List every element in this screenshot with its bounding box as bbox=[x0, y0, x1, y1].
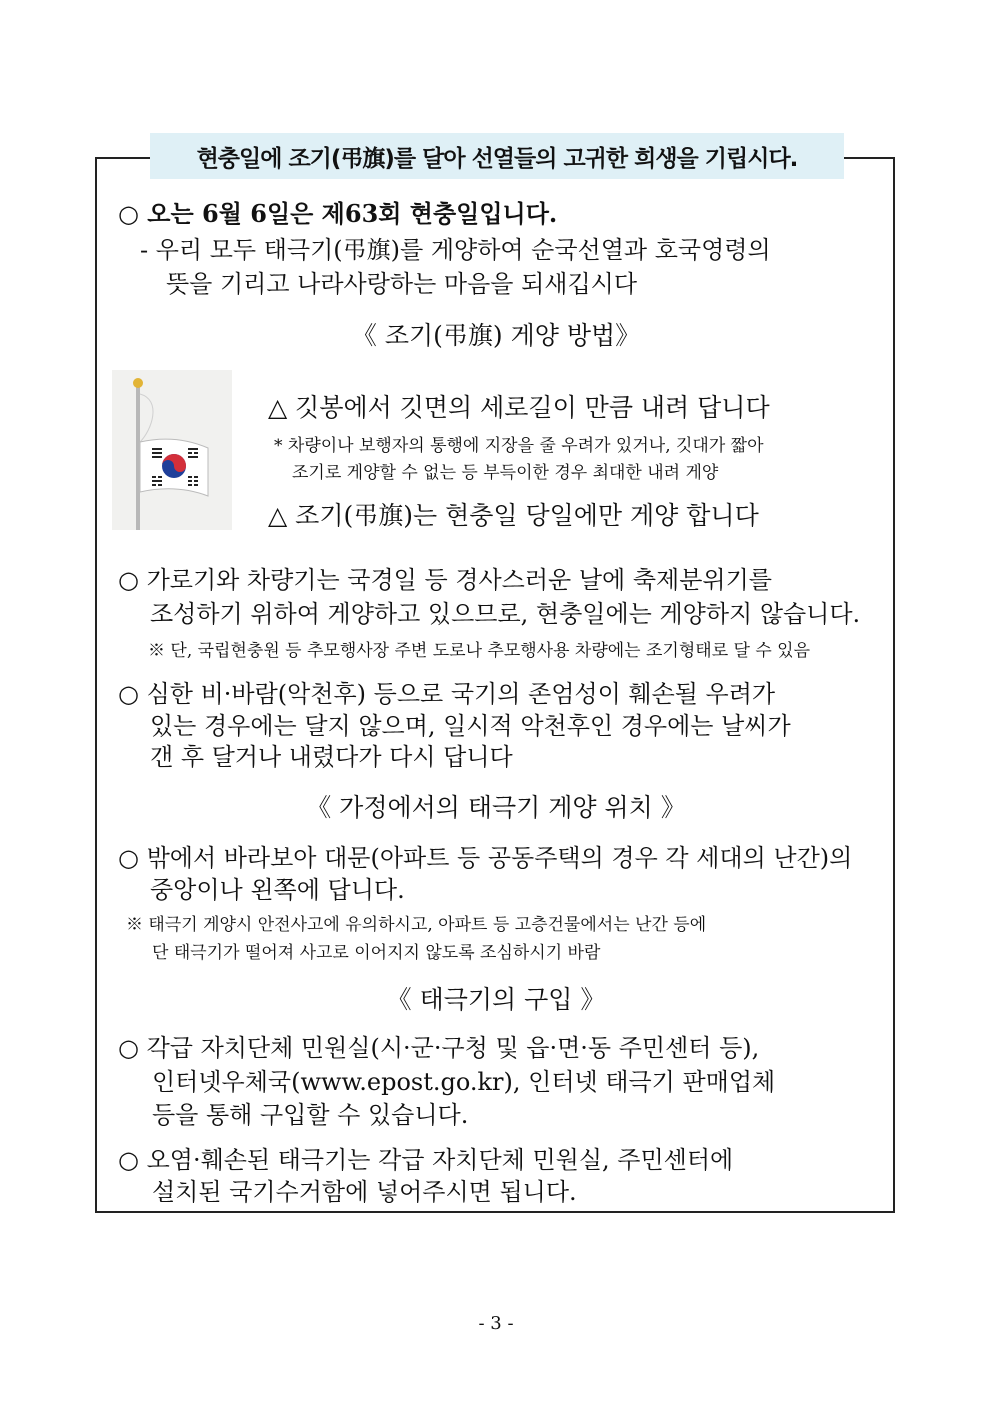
para3-line-2: 있는 경우에는 달지 않으며, 일시적 악천후인 경우에는 날씨가 bbox=[150, 712, 791, 740]
halfmast-item-2: △ 조기(弔旗)는 현충일 당일에만 게양 합니다 bbox=[268, 501, 759, 530]
page-number: - 3 - bbox=[478, 1313, 514, 1334]
para2-line-1: ○ 가로기와 차량기는 국경일 등 경사스러운 날에 축제분위기를 bbox=[118, 566, 772, 594]
purchase-line-1: ○ 각급 자치단체 민원실(시·군·구청 및 읍·면·동 주민센터 등), bbox=[118, 1034, 760, 1062]
home-note-2: 단 태극기가 떨어져 사고로 이어지지 않도록 조심하시기 바람 bbox=[152, 943, 601, 963]
intro-line-1: ○ 오는 6월 6일은 제63회 현충일입니다. bbox=[118, 199, 558, 228]
section-heading-home-position: 《 가정에서의 태극기 게양 위치 》 bbox=[306, 793, 686, 822]
halfmast-note-2: 조기로 게양할 수 없는 등 부득이한 경우 최대한 내려 게양 bbox=[292, 463, 719, 483]
home-line-1: ○ 밖에서 바라보아 대문(아파트 등 공동주택의 경우 각 세대의 난간)의 bbox=[118, 844, 853, 872]
purchase-line-4: ○ 오염·훼손된 태극기는 각급 자치단체 민원실, 주민센터에 bbox=[118, 1146, 734, 1174]
halfmast-note-1: * 차량이나 보행자의 통행에 지장을 줄 우려가 있거나, 깃대가 짧아 bbox=[274, 436, 764, 456]
section-heading-halfmast: 《 조기(弔旗) 게양 방법》 bbox=[351, 321, 641, 350]
para3-line-3: 갠 후 달거나 내렸다가 다시 답니다 bbox=[150, 743, 513, 771]
para2-line-2: 조성하기 위하여 게양하고 있으므로, 현충일에는 게양하지 않습니다. bbox=[150, 600, 861, 628]
home-note-1: ※ 태극기 게양시 안전사고에 유의하시고, 아파트 등 고층건물에서는 난간 등에 bbox=[126, 915, 707, 935]
intro-line-2: - 우리 모두 태극기(弔旗)를 게양하여 순국선열과 호국영령의 bbox=[140, 236, 771, 264]
halfmast-item-1: △ 깃봉에서 깃면의 세로길이 만큼 내려 답니다 bbox=[268, 393, 770, 422]
half-mast-taegukgi-icon bbox=[112, 370, 232, 530]
page-title: 현충일에 조기(弔旗)를 달아 선열들의 고귀한 희생을 기립시다. bbox=[150, 133, 844, 179]
section-heading-purchase: 《 태극기의 구입 》 bbox=[386, 985, 606, 1014]
home-line-2: 중앙이나 왼쪽에 답니다. bbox=[150, 876, 405, 904]
purchase-line-5: 설치된 국기수거함에 넣어주시면 됩니다. bbox=[152, 1178, 577, 1206]
purchase-line-2: 인터넷우체국(www.epost.go.kr), 인터넷 태극기 판매업체 bbox=[152, 1068, 776, 1096]
intro-line-3: 뜻을 기리고 나라사랑하는 마음을 되새깁시다 bbox=[166, 270, 638, 298]
para2-note: ※ 단, 국립현충원 등 추모행사장 주변 도로나 추모행사용 차량에는 조기형태로 달 수 있음 bbox=[148, 641, 811, 661]
para3-line-1: ○ 심한 비·바람(악천후) 등으로 국기의 존엄성이 훼손될 우려가 bbox=[118, 680, 776, 708]
purchase-line-3: 등을 통해 구입할 수 있습니다. bbox=[152, 1101, 469, 1129]
